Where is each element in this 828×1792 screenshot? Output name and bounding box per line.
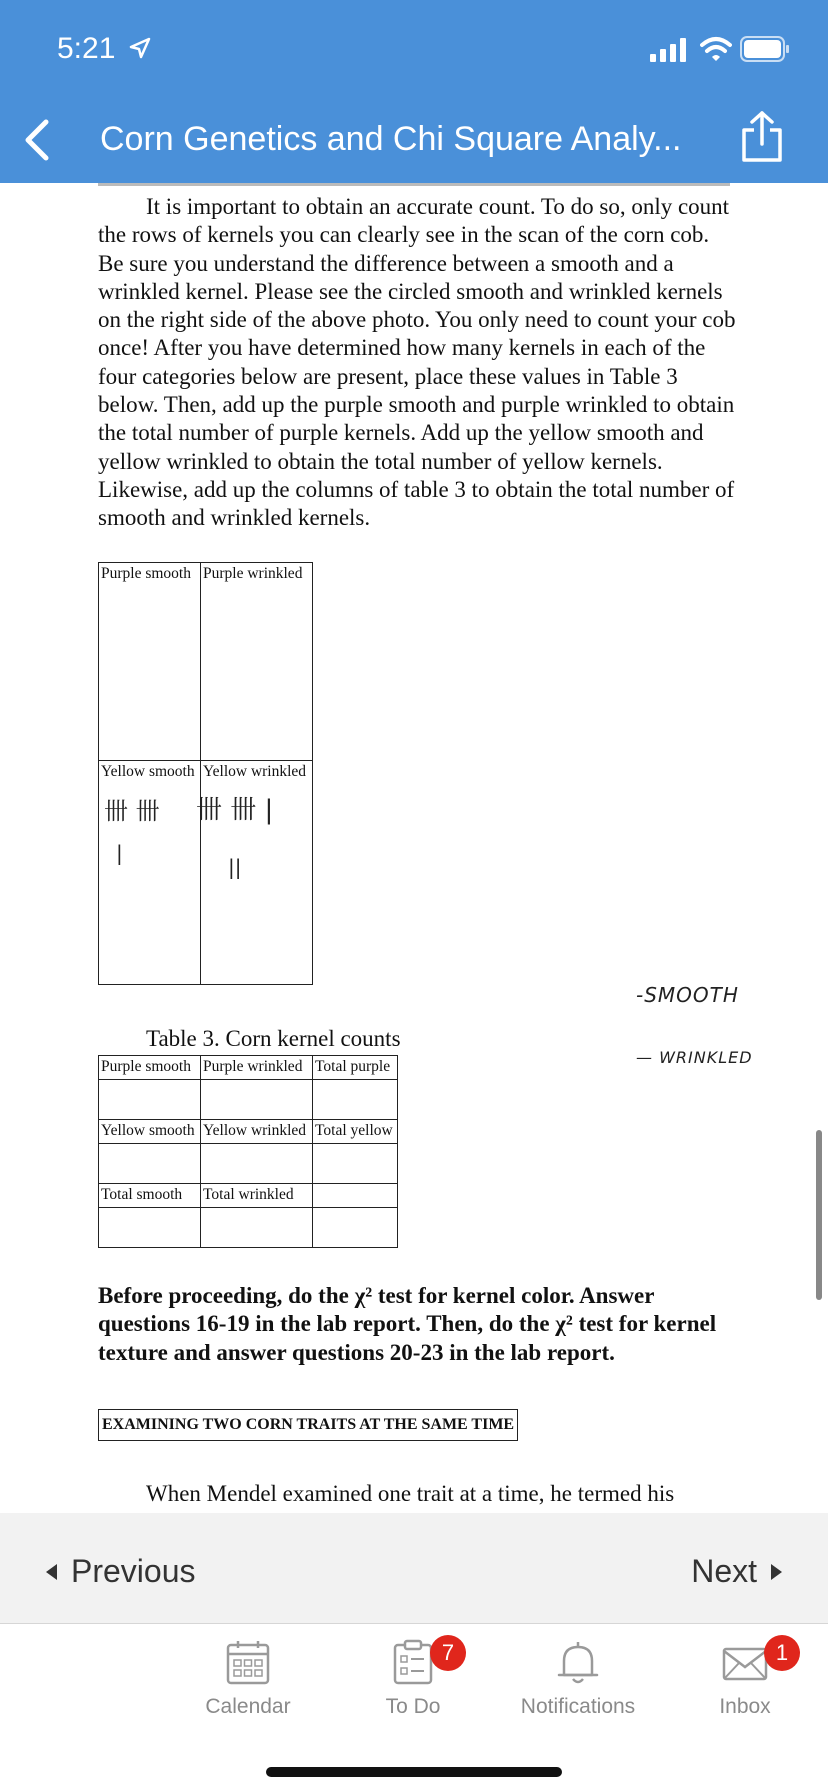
previous-button[interactable]	[46, 1553, 196, 1590]
t3-cell	[313, 1208, 398, 1248]
t3-header: Total purple	[313, 1056, 398, 1080]
handwritten-smooth-label: -SMOOTH	[636, 983, 739, 1007]
tally-yellow-smooth: 卌 卌	[104, 797, 160, 825]
next-button[interactable]	[691, 1553, 782, 1590]
t3-cell	[313, 1144, 398, 1184]
todo-clipboard-icon	[391, 1639, 435, 1685]
next-paragraph: When Mendel examined one trait at a time, he termed his	[146, 1481, 675, 1506]
t3-header: Total wrinkled	[201, 1184, 313, 1208]
t3-cell	[201, 1144, 313, 1184]
tally-yellow-wrinkled: 卌 卌 |	[196, 795, 274, 825]
pager-bar	[0, 1513, 828, 1624]
cell-yellow-smooth: Yellow smooth	[99, 761, 201, 985]
tab-calendar[interactable]	[165, 1639, 331, 1719]
instructions-paragraph: It is important to obtain an accurate count. To do so, only count the rows of kernels you can clearly see in the scan of the corn cob. Be sure you understand the difference between a smooth and a wrinkled kernel. Please see the circled smooth and wrinkled kernels on the right side of the above photo. You only need to count your cob once! After you have determined how many kernels in each of the four categories below are present, place these values in Table 3 below. Then, add up the purple smooth and purple wrinkled to obtain the total number of purple kernels. Add up the yellow smooth and yellow wrinkled to obtain the total number of yellow kernels. Likewise, add up the columns of table 3 to obtain the total number of smooth and wrinkled kernels.	[98, 194, 736, 531]
tab-label: Calendar	[205, 1695, 291, 1718]
share-icon[interactable]	[740, 110, 784, 164]
status-time: 5:21	[57, 32, 116, 65]
cell-purple-smooth: Purple smooth	[99, 563, 201, 761]
location-arrow-icon	[129, 37, 151, 59]
kernel-count-table	[98, 562, 313, 985]
left-triangle-icon	[46, 1564, 57, 1580]
page-title: Corn Genetics and Chi Square Analy...	[100, 120, 682, 158]
section-heading: EXAMINING TWO CORN TRAITS AT THE SAME TIME	[98, 1409, 518, 1441]
t3-cell	[201, 1080, 313, 1120]
battery-icon	[740, 36, 790, 62]
tally-yellow-wrinkled-extra: ||	[228, 855, 242, 879]
calendar-icon	[226, 1639, 270, 1685]
inbox-badge: 1	[764, 1635, 800, 1671]
t3-header: Total yellow	[313, 1120, 398, 1144]
previous-label: Previous	[71, 1553, 196, 1589]
tab-label: Notifications	[520, 1695, 636, 1718]
handwritten-wrinkled-label: — WRINKLED	[636, 1048, 753, 1067]
cell-yellow-wrinkled: Yellow wrinkled	[201, 761, 313, 985]
t3-cell	[99, 1080, 201, 1120]
right-triangle-icon	[771, 1564, 782, 1580]
document-viewer[interactable]	[0, 183, 828, 1513]
tab-notifications[interactable]	[495, 1639, 661, 1719]
t3-header: Purple wrinkled	[201, 1056, 313, 1080]
t3-header: Yellow wrinkled	[201, 1120, 313, 1144]
bell-icon	[556, 1639, 600, 1685]
table-caption: Table 3. Corn kernel counts	[146, 1026, 401, 1051]
t3-header: Purple smooth	[99, 1056, 201, 1080]
t3-cell	[99, 1144, 201, 1184]
todo-badge: 7	[430, 1635, 466, 1671]
wifi-icon	[700, 36, 732, 62]
t3-cell	[313, 1080, 398, 1120]
tab-bar	[0, 1625, 828, 1792]
cell-purple-wrinkled: Purple wrinkled	[201, 563, 313, 761]
signal-icon	[650, 38, 690, 62]
tab-inbox[interactable]	[662, 1639, 828, 1719]
scroll-indicator[interactable]	[816, 1130, 822, 1300]
t3-cell	[99, 1208, 201, 1248]
envelope-icon	[721, 1639, 769, 1685]
t3-cell	[201, 1208, 313, 1248]
tab-label: Inbox	[719, 1695, 771, 1718]
t3-header: Total smooth	[99, 1184, 201, 1208]
t3-header	[313, 1184, 398, 1208]
tab-label: To Do	[385, 1695, 441, 1718]
table-3	[98, 1055, 398, 1248]
back-chevron-icon[interactable]	[20, 118, 52, 162]
home-indicator[interactable]	[266, 1767, 562, 1777]
next-label: Next	[691, 1553, 757, 1589]
t3-header: Yellow smooth	[99, 1120, 201, 1144]
top-bar	[0, 0, 828, 183]
chi-square-instructions: Before proceeding, do the χ² test for kernel color. Answer questions 16-19 in the lab report. Then, do the χ² test for kernel texture and answer questions 20-23 in the lab report.	[98, 1283, 717, 1365]
tally-yellow-smooth-extra: |	[116, 841, 123, 865]
tab-todo[interactable]	[330, 1639, 496, 1719]
photo-bottom-edge	[98, 183, 730, 186]
